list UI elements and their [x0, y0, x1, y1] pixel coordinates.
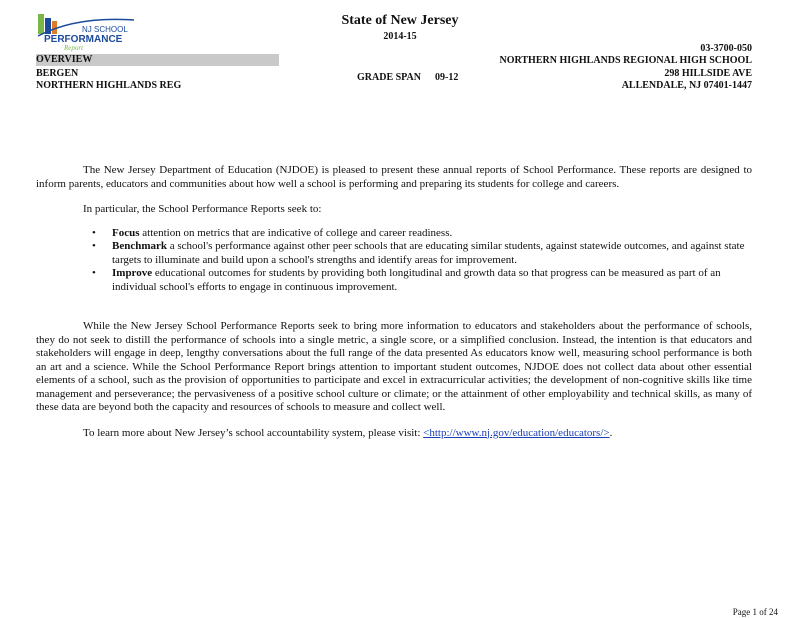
list-item: [112, 227, 752, 241]
section-title: OVERVIEW: [36, 54, 93, 65]
school-code: 03-3700-050: [700, 43, 752, 54]
bullet-text: educational outcomes for students by providing both longitudinal and growth data so that progress can be measured as part of an individual school's efforts to engage in continuous improvement.: [112, 267, 721, 293]
bullet-term: Focus: [112, 226, 140, 239]
learn-more-text: To learn more about New Jersey’s school accountability system, please visit:: [83, 426, 424, 439]
disclaimer-paragraph: While the New Jersey School Performance Reports seek to bring more information to educators and stakeholders about the performance of schools, they do not seek to distill the performance of schools into a single metric, a single score, or a simplified conclusion. Instead, the intention is that educators and stakeholders will engage in deep, lengthy conversations about the full range of the data presented As educators know well, measuring school performance is both an art and a science. While the School Performance Report brings attention to important student outcomes, NJDOE does not collect data about other essential elements of a school, such as the provision of opportunities to participate and excel in extracurricular activities; the development of non-cognitive skills like time management and perseverance; the pervasiveness of a positive school culture or climate; or the attainment of other employability and technical skills, as many of these data are beyond both the capacity and resources of schools to measure and collect well.: [36, 320, 752, 413]
logo-line3: Report: [64, 44, 84, 52]
grade-span-value: 09-12: [434, 72, 459, 83]
intro-paragraph: The New Jersey Department of Education (NJDOE) is pleased to present these annual reports of School Performance. These reports are designed to inform parents, educators and communities about how well a school is performing and preparing its students for college and careers.: [36, 164, 752, 190]
learn-more-paragraph: [36, 427, 752, 441]
logo-line2: PERFORMANCE: [44, 34, 123, 45]
learn-more-suffix: .: [609, 426, 613, 439]
logo-line1: NJ SCHOOL: [82, 25, 128, 34]
school-address-line1: 298 HILLSIDE AVE: [664, 67, 752, 79]
bullet-text: a school's performance against other peer schools that are educating similar students, against statewide outcomes, and against state targets to illuminate and build upon a school's strengths and identify areas for improvement.: [112, 240, 745, 266]
bullet-text: attention on metrics that are indicative of college and career readiness.: [139, 226, 453, 239]
bullet-term: Benchmark: [112, 240, 167, 252]
grade-span: [357, 72, 458, 83]
page-number: Page 1 of 24: [732, 607, 778, 617]
district-name: NORTHERN HIGHLANDS REG: [36, 80, 182, 91]
section-header-bar: [36, 54, 279, 66]
purpose-list: [36, 227, 752, 295]
bullet-term: Improve: [112, 267, 153, 279]
list-item: [112, 267, 752, 294]
accountability-link[interactable]: <http://www.nj.gov/education/educators/>: [423, 426, 610, 439]
school-info: [500, 43, 752, 92]
school-address-line2: ALLENDALE, NJ 07401-1447: [621, 79, 752, 91]
overview-text: [36, 164, 752, 440]
school-name: NORTHERN HIGHLANDS REGIONAL HIGH SCHOOL: [499, 55, 752, 67]
grade-span-label: GRADE SPAN: [357, 72, 421, 83]
purpose-paragraph: In particular, the School Performance Reports seek to:: [83, 203, 322, 215]
page-title: State of New Jersey: [341, 13, 459, 28]
report-year: 2014-15: [383, 31, 417, 42]
list-item: [112, 240, 752, 267]
county-name: BERGEN: [36, 68, 79, 79]
